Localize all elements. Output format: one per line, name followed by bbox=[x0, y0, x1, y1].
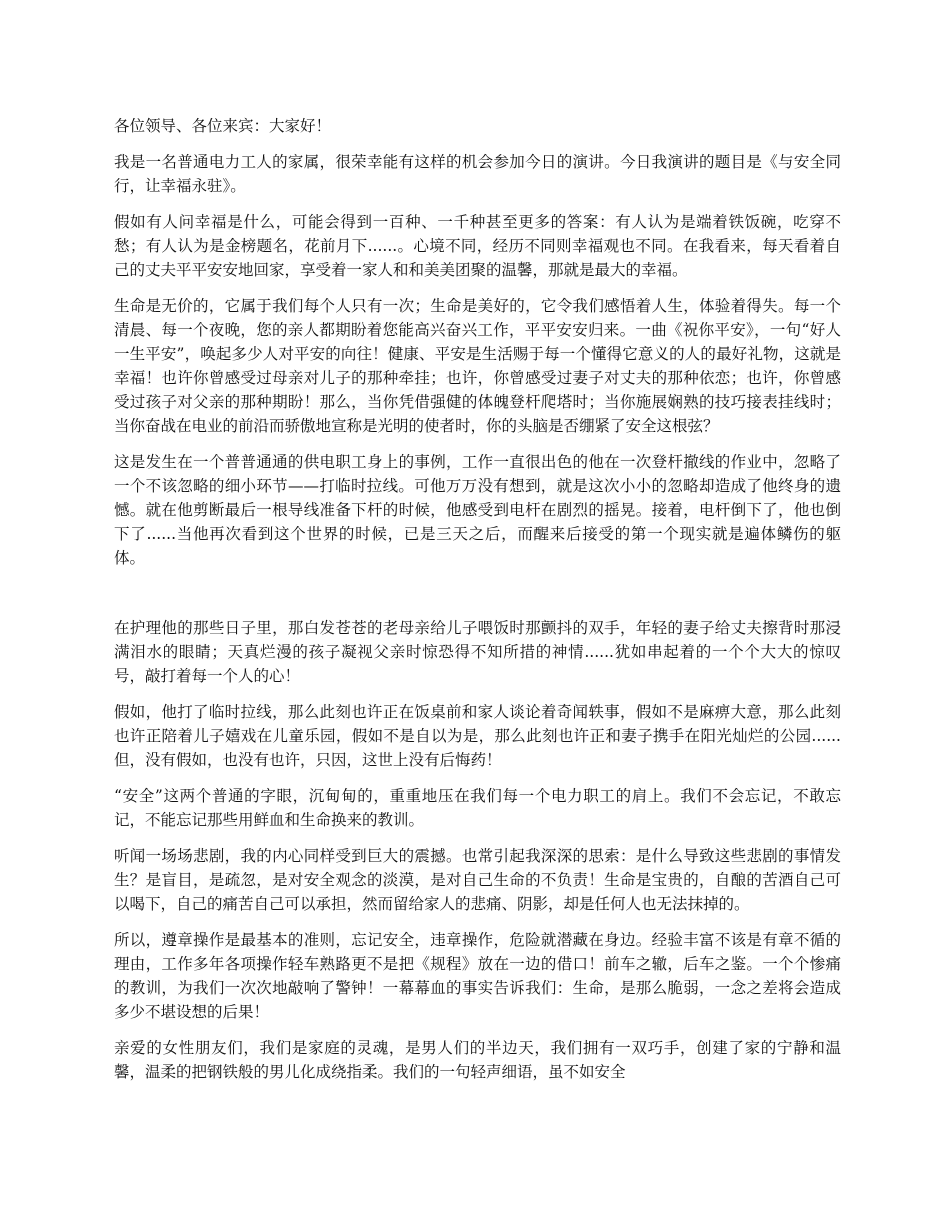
incident-paragraph: 这是发生在一个普普通通的供电职工身上的事例，工作一直很出色的他在一次登杆撤线的作业中，忽略了一个不该忽略的细小环节——打临时拉线。可他万万没有想到，就是这次小小的忽略却造成了他终身的遗憾。就在他剪断最后一根导线准备下杆的时候，他感受到电杆在剧烈的摇晃。接着，电杆倒下了，他也倒下了......当他再次看到这个世界的时候，已是三天之后，而醒来后接受的第一个现实就是遍体鳞伤的躯体。 bbox=[114, 453, 841, 567]
intro-paragraph: 我是一名普通电力工人的家属，很荣幸能有这样的机会参加今日的演讲。今日我演讲的题目是《与安全同行，让幸福永驻》。 bbox=[114, 153, 841, 195]
what-if-paragraph: 假如，他打了临时拉线，那么此刻也许正在饭桌前和家人谈论着奇闻轶事，假如不是麻痹大意，那么此刻也许正陪着儿子嬉戏在儿童乐园，假如不是自以为是，那么此刻也许正和妻子携手在阳光灿烂的公园......但，没有假如，也没有也许，只因，这世上没有后悔药！ bbox=[114, 703, 841, 769]
life-paragraph: 生命是无价的，它属于我们每个人只有一次；生命是美好的，它令我们感悟着人生，体验着得失。每一个清晨、每一个夜晚，您的亲人都期盼着您能高兴奋兴工作，平平安安归来。一曲《祝你平安》，一句“好人一生平安”，唤起多少人对平安的向往！健康、平安是生活赐于每一个懂得它意义的人的最好礼物，这就是幸福！也许你曾感受过母亲对儿子的那种牵挂；也许，你曾感受过妻子对丈夫的那种依恋；也许，你曾感受过孩子对父亲的那种期盼！那么，当你凭借强健的体魄登杆爬塔时；当你施展娴熟的技巧接表挂线时；当你奋战在电业的前沿而骄傲地宣称是光明的使者时，你的头脑是否绷紧了安全这根弦？ bbox=[114, 297, 841, 435]
safety-word-paragraph: “安全”这两个普通的字眼，沉甸甸的，重重地压在我们每一个电力职工的肩上。我们不会忘记，不敢忘记，不能忘记那些用鲜血和生命换来的教训。 bbox=[114, 787, 841, 829]
tragedy-reflection-paragraph: 听闻一场场悲剧，我的内心同样受到巨大的震撼。也常引起我深深的思索：是什么导致这些悲剧的事情发生？是盲目，是疏忽，是对安全观念的淡漠，是对自己生命的不负责！生命是宝贵的，自酿的苦酒自己可以喝下，自己的痛苦自己可以承担，然而留给家人的悲痛、阴影，却是任何人也无法抹掉的。 bbox=[114, 847, 841, 913]
happiness-paragraph: 假如有人问幸福是什么，可能会得到一百种、一千种甚至更多的答案：有人认为是端着铁饭碗，吃穿不愁；有人认为是金榜题名，花前月下......。心境不同，经历不同则幸福观也不同。在我看来，每天看着自己的丈夫平平安安地回家，享受着一家人和和美美团聚的温馨，那就是最大的幸福。 bbox=[114, 213, 841, 279]
document-page bbox=[114, 114, 841, 1096]
women-friends-paragraph: 亲爱的女性朋友们，我们是家庭的灵魂，是男人们的半边天，我们拥有一双巧手，创建了家的宁静和温馨，温柔的把钢铁般的男儿化成绕指柔。我们的一句轻声细语，虽不如安全 bbox=[114, 1039, 841, 1081]
section-gap bbox=[114, 582, 841, 616]
regulation-paragraph: 所以，遵章操作是最基本的准则，忘记安全，违章操作，危险就潜藏在身边。经验丰富不该是有章不循的理由，工作多年各项操作轻车熟路更不是把《规程》放在一边的借口！前车之辙，后车之鉴。一个个惨痛的教训，为我们一次次地敲响了警钟！一幕幕血的事实告诉我们：生命，是那么脆弱，一念之差将会造成多少不堪设想的后果！ bbox=[114, 931, 841, 1021]
nursing-paragraph: 在护理他的那些日子里，那白发苍苍的老母亲给儿子喂饭时那颤抖的双手，年轻的妻子给丈夫擦背时那浸满泪水的眼睛；天真烂漫的孩子凝视父亲时惊恐得不知所措的神情......犹如串起着的一个个大大的惊叹号，敲打着每一个人的心！ bbox=[114, 619, 841, 685]
greeting-paragraph: 各位领导、各位来宾：大家好！ bbox=[114, 117, 332, 135]
